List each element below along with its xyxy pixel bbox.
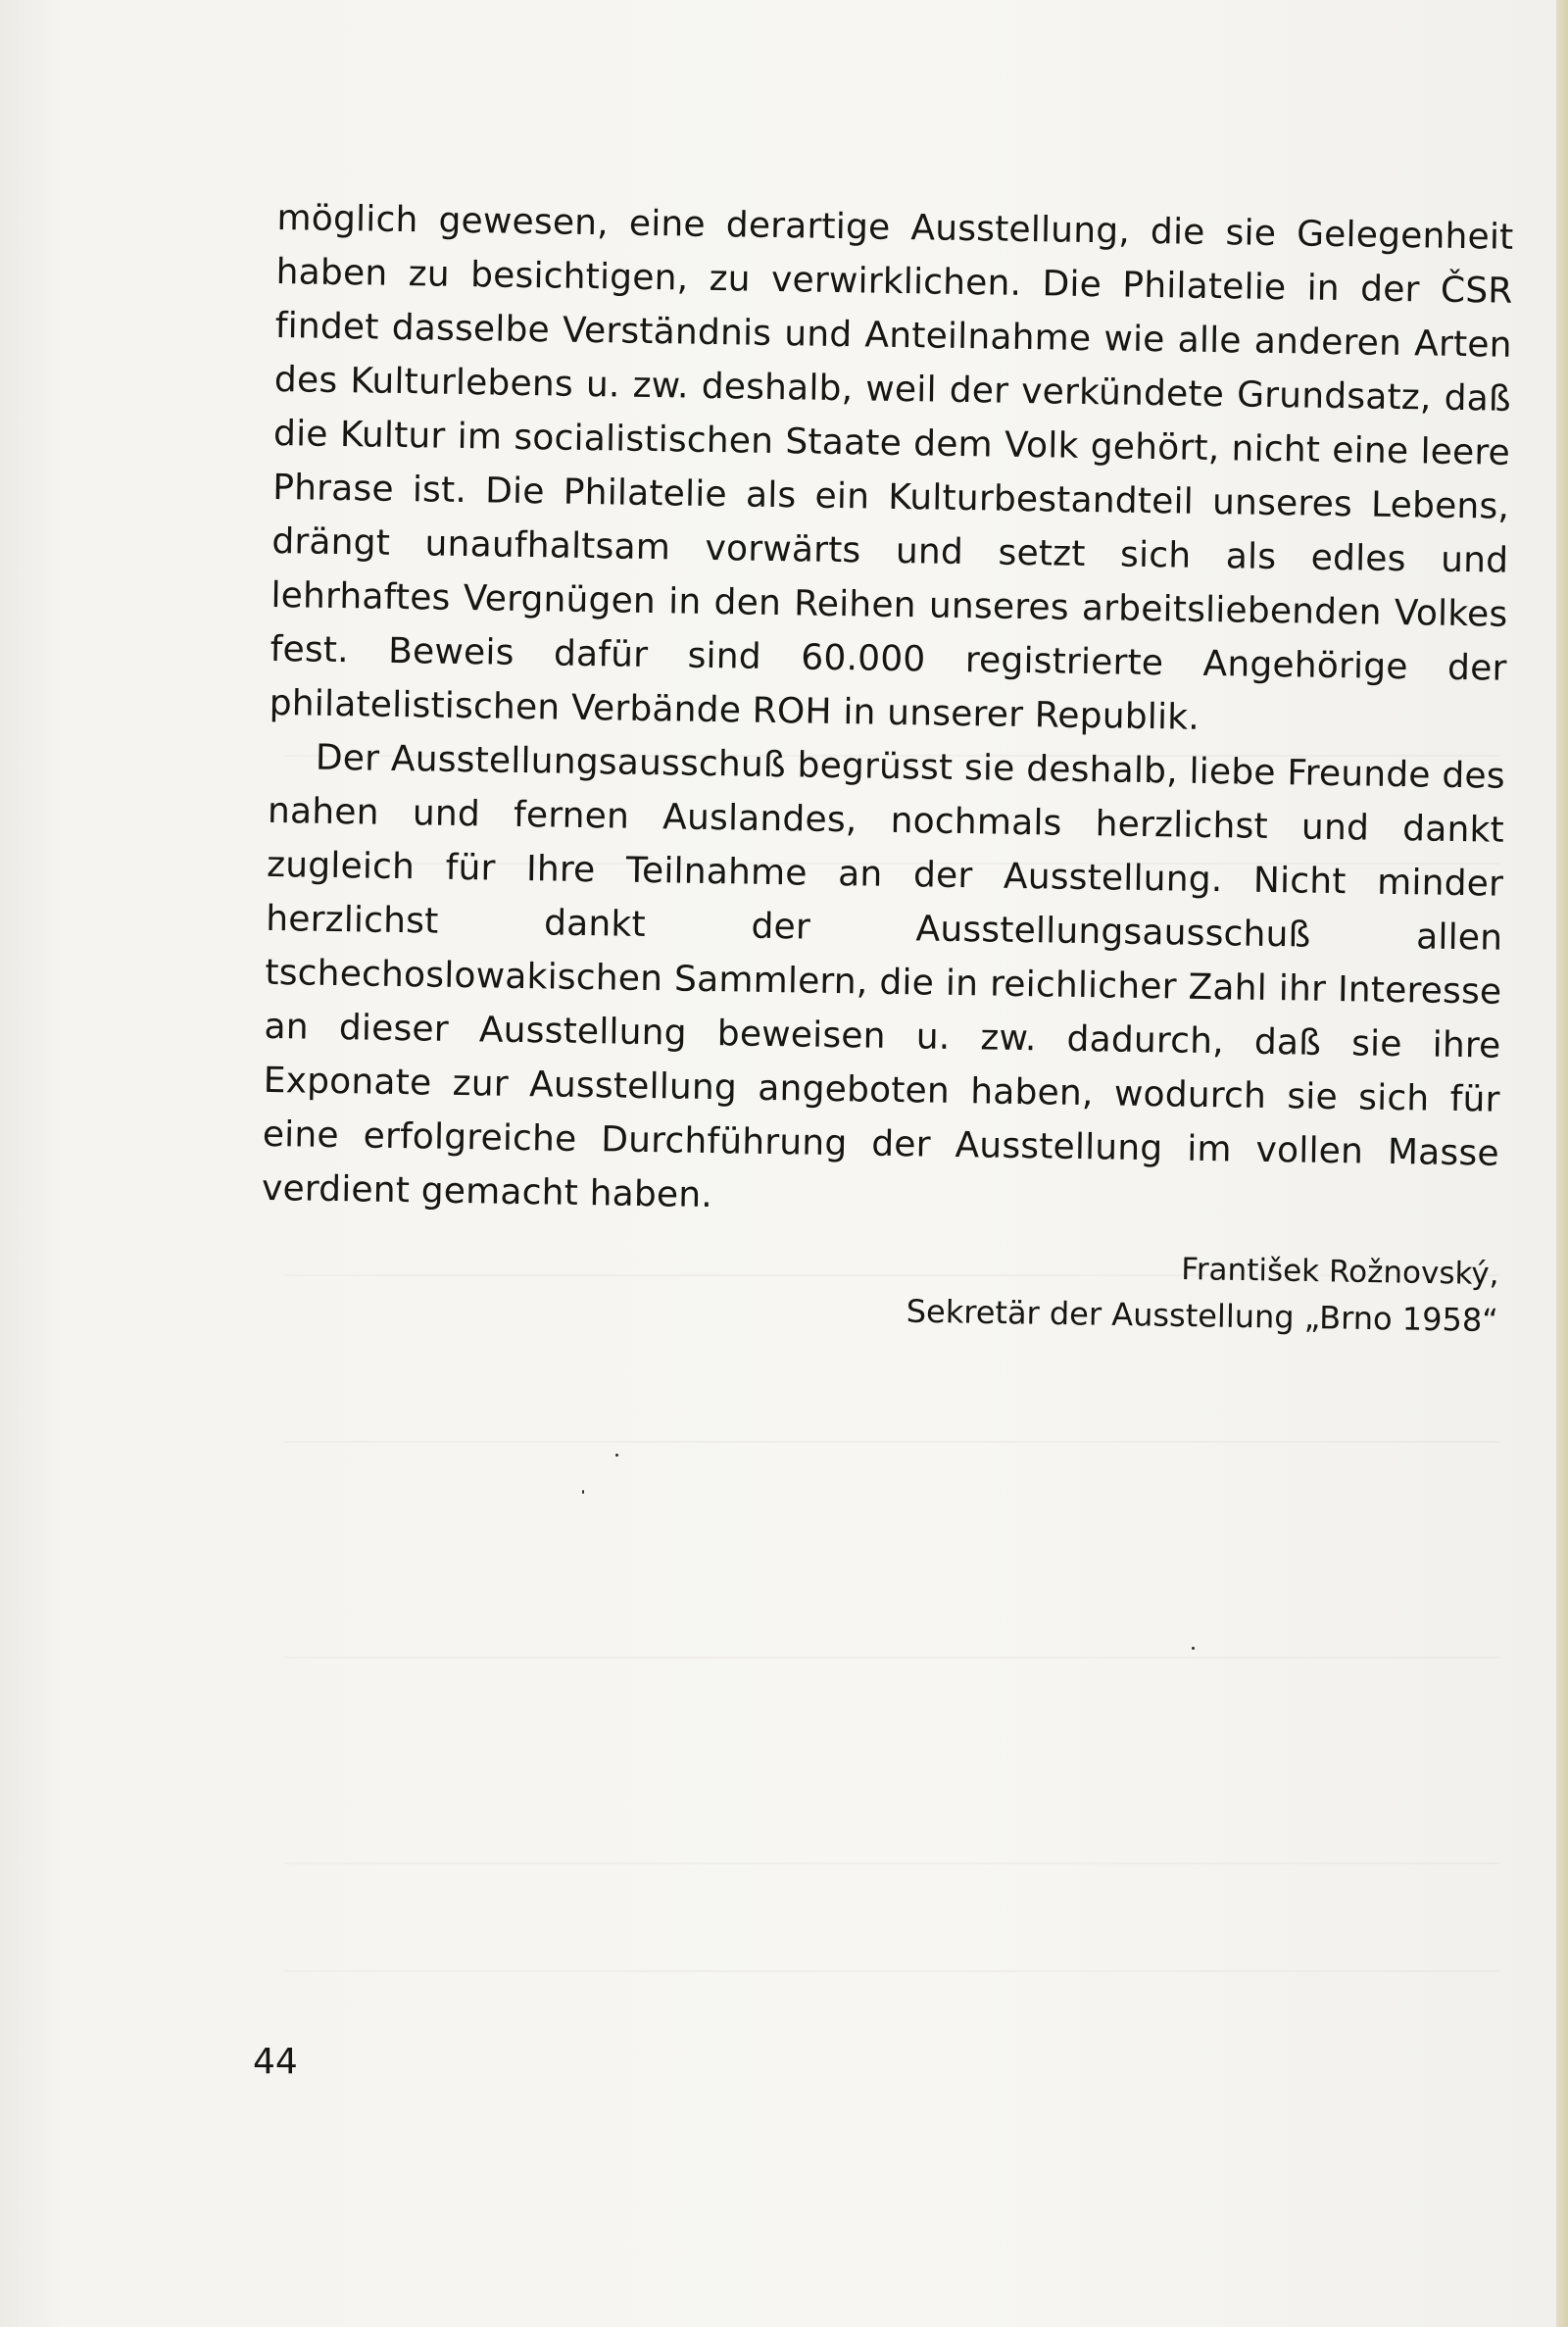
paragraph: möglich gewesen, eine derartige Ausstellung, die sie Gelegenheit haben zu besichtigen, zu verwirklichen. Die Philatelie in der ČSR findet dasselbe Verständnis und Anteilnahme wie alle anderen Arten des Kulturlebens u. zw. deshalb, weil der verkündete Grundsatz, daß die Kultur im socialistischen Staate dem Volk gehört, nicht eine leere Phrase ist. Die Philatelie als ein Kulturbestandteil unseres Lebens, drängt unaufhaltsam vorwärts und setzt sich als edles und lehrhaftes Vergnügen in den Reihen unseres arbeitsliebenden Volkes fest. Beweis dafür sind 60.000 registrierte Angehörige der philatelistischen Verbände ROH in unserer Republik. (269, 197, 1514, 738)
signature-role: Sekretär der Ausstellung „Brno 1958“ (906, 1292, 1499, 1340)
signature-block (744, 1240, 1499, 1344)
print-speck (615, 1454, 618, 1457)
bleed-through-line (284, 1657, 1499, 1659)
signature-name: František Rožnovský, (1180, 1251, 1499, 1293)
body-text (262, 191, 1514, 1235)
print-speck (1192, 1647, 1195, 1650)
page-edge (1556, 0, 1568, 2327)
bleed-through-line (284, 1862, 1499, 1864)
paragraph: Der Ausstellungsausschuß begrüsst sie deshalb, liebe Freunde des nahen und fernen Auslandes, nochmals herzlichst und dankt zugleich für Ihre Teilnahme an der Ausstellung. Nicht minder herzlichst dankt der Ausstellungsausschuß allen tschechoslowakischen Sammlern, die in reichlicher Zahl ihr Interesse an dieser Ausstellung beweisen u. zw. dadurch, daß sie ihre Exponate zur Ausstellung angeboten haben, wodurch sie sich für eine erfolgreiche Durchführung der Ausstellung im vollen Masse verdient gemacht haben. (261, 737, 1506, 1216)
bleed-through-line (284, 1441, 1499, 1443)
page-number: 44 (253, 2042, 298, 2082)
print-speck (582, 1490, 584, 1494)
bleed-through-line (284, 1970, 1499, 1972)
